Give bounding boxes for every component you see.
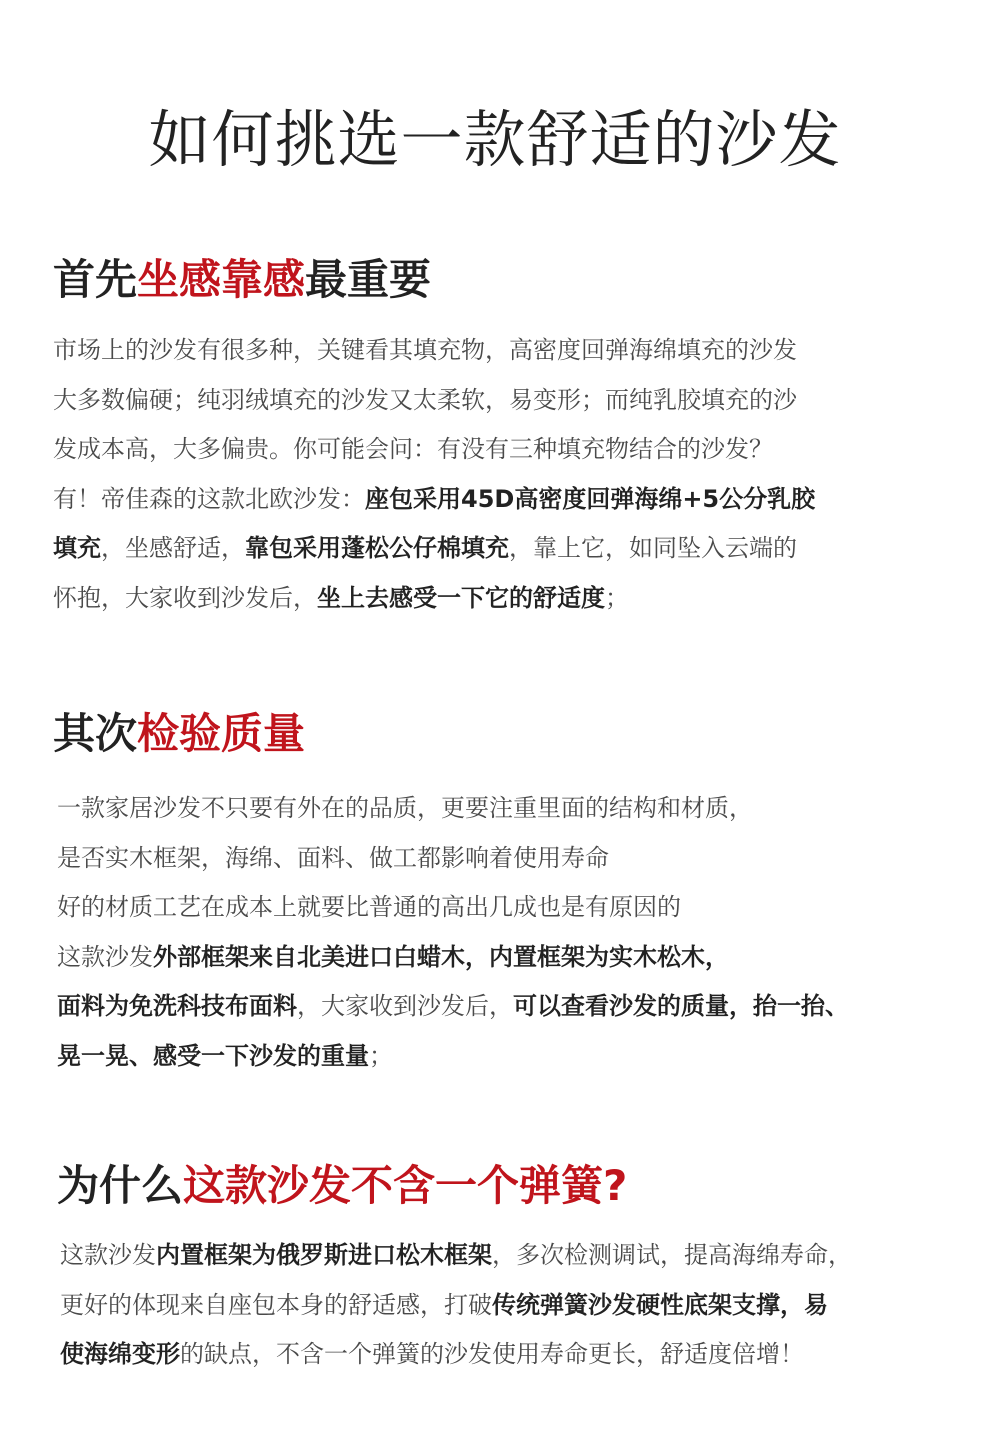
heading-highlight: 检验质量 <box>137 709 306 758</box>
body-text: ，多次检测调试，提高海绵寿命， <box>492 1241 852 1269</box>
emphasis-text: 晃一晃、感受一下沙发的重量 <box>57 1041 369 1070</box>
heading-highlight: 这款沙发不含一个弹簧? <box>183 1161 628 1210</box>
heading-prefix: 为什么 <box>57 1161 184 1210</box>
paragraph-line <box>57 784 849 834</box>
page-title: 如何挑选一款舒适的沙发 <box>148 103 842 176</box>
emphasis-text: 内置框架为俄罗斯进口松木框架 <box>156 1241 492 1269</box>
body-text: 是否实木框架，海绵、面料、做工都影响着使用寿命 <box>57 843 609 872</box>
heading-prefix: 首先 <box>53 255 138 304</box>
emphasis-text: 外部框架来自北美进口白蜡木，内置框架为实木松木， <box>153 942 729 971</box>
body-text: 大多数偏硬；纯羽绒填充的沙发又太柔软，易变形；而纯乳胶填充的沙 <box>53 385 797 414</box>
paragraph-line <box>53 425 815 475</box>
body-text: 这款沙发 <box>60 1241 156 1269</box>
paragraph-line <box>53 475 815 525</box>
section-heading-no-spring <box>57 1158 627 1214</box>
body-text: 市场上的沙发有很多种，关键看其填充物，高密度回弹海绵填充的沙发 <box>53 336 797 364</box>
body-text: 更好的体现来自座包本身的舒适感，打破 <box>60 1290 492 1319</box>
paragraph-line <box>60 1330 852 1380</box>
paragraph-line <box>57 933 849 983</box>
paragraph-line <box>53 376 815 426</box>
paragraph-line <box>57 883 849 933</box>
body-text: 这款沙发 <box>57 942 153 971</box>
body-text: 有！帝佳森的这款北欧沙发： <box>53 484 365 513</box>
paragraph-line <box>57 834 849 884</box>
paragraph-line <box>53 524 815 574</box>
heading-highlight: 坐感靠感 <box>137 255 306 304</box>
section-paragraph-comfort <box>53 326 815 623</box>
section-paragraph-quality <box>57 784 849 1081</box>
body-text: 发成本高，大多偏贵。你可能会问：有没有三种填充物结合的沙发？ <box>53 435 773 463</box>
emphasis-text: 坐上去感受一下它的舒适度 <box>317 583 605 612</box>
emphasis-text: 填充 <box>53 534 101 562</box>
paragraph-line <box>60 1281 852 1331</box>
body-text: 怀抱，大家收到沙发后， <box>53 583 317 612</box>
section-heading-comfort <box>53 252 431 308</box>
section-heading-quality <box>53 706 305 762</box>
emphasis-text: 可以查看沙发的质量，抬一抬、 <box>513 992 849 1020</box>
body-text: ，靠上它，如同坠入云端的 <box>509 534 797 562</box>
emphasis-text: 座包采用45D高密度回弹海绵+5公分乳胶 <box>365 484 816 513</box>
body-text: ，大家收到沙发后， <box>297 992 513 1020</box>
heading-suffix: 最重要 <box>305 255 432 304</box>
paragraph-line <box>60 1231 852 1281</box>
paragraph-line <box>53 326 815 376</box>
body-text: ； <box>605 583 629 612</box>
body-text: 好的材质工艺在成本上就要比普通的高出几成也是有原因的 <box>57 893 681 921</box>
section-paragraph-no-spring <box>60 1231 852 1380</box>
emphasis-text: 使海绵变形 <box>60 1340 180 1368</box>
paragraph-line <box>57 1032 849 1082</box>
emphasis-text: 面料为免洗科技布面料 <box>57 992 297 1020</box>
body-text: 一款家居沙发不只要有外在的品质，更要注重里面的结构和材质， <box>57 794 753 822</box>
body-text: ，坐感舒适， <box>101 534 245 562</box>
body-text: 的缺点，不含一个弹簧的沙发使用寿命更长，舒适度倍增！ <box>180 1340 804 1368</box>
emphasis-text: 传统弹簧沙发硬性底架支撑，易 <box>492 1290 828 1319</box>
paragraph-line <box>53 574 815 624</box>
paragraph-line <box>57 982 849 1032</box>
heading-prefix: 其次 <box>53 709 138 758</box>
body-text: ； <box>369 1041 393 1070</box>
emphasis-text: 靠包采用蓬松公仔棉填充 <box>245 534 509 562</box>
